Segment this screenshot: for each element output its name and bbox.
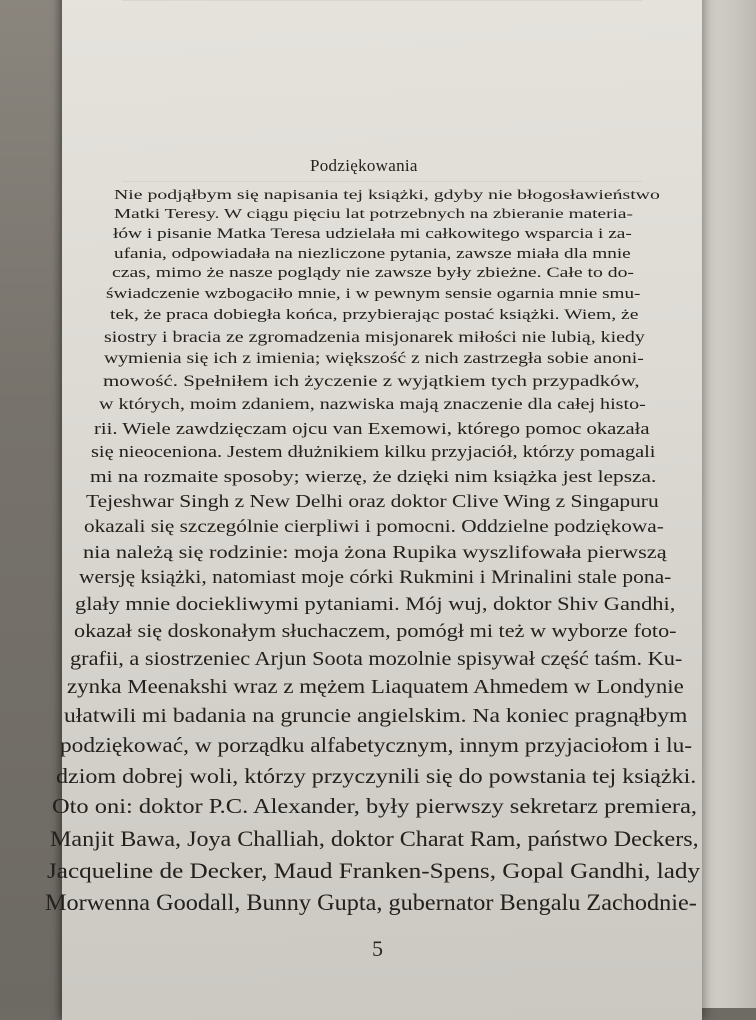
text-line: grafii, a siostrzeniec Arjun Soota mozolnie spisywał część taśm. Ku- <box>70 648 683 671</box>
page-number: 5 <box>372 936 383 961</box>
text-line: siostry i bracia ze zgromadzenia misjonarek miłości nie lubią, kiedy <box>104 328 645 346</box>
text-line: rii. Wiele zawdzięczam ojcu van Exemowi, którego pomoc okazała <box>94 418 650 438</box>
text-line: Morwenna Goodall, Bunny Gupta, gubernator Bengalu Zachodnie- <box>45 890 697 916</box>
text-line: okazał się doskonałym słuchaczem, pomógł mi też w wyborze foto- <box>74 620 677 642</box>
text-line: wymienia się ich z imienia; większość z nich zastrzegła sobie anoni- <box>104 350 644 368</box>
text-line: ułatwili mi badania na gruncie angielskim. Na koniec pragnąłbym <box>64 704 688 727</box>
text-line: tek, że praca dobiegła końca, przybierając postać książki. Wiem, że <box>110 307 639 323</box>
text-line: Tejeshwar Singh z New Delhi oraz doktor Clive Wing z Singapuru <box>86 491 659 512</box>
text-line: w których, moim zdaniem, nazwiska mają znaczenie dla całej histo- <box>99 396 646 413</box>
text-line: Oto oni: doktor P.C. Alexander, były pierwszy sekretarz premiera, <box>52 794 698 819</box>
text-line: czas, mimo że nasze poglądy nie zawsze były zbieżne. Całe to do- <box>112 265 634 282</box>
text-line: wersję książki, natomiast moje córki Rukmini i Mrinalini stale pona- <box>79 567 672 589</box>
text-line: podziękować, w porządku alfabetycznym, innym przyjaciołom i lu- <box>60 734 693 758</box>
text-line: Jacqueline de Decker, Maud Franken-Spens, Gopal Gandhi, lady <box>47 857 701 883</box>
text-line: łów i pisanie Matka Teresa udzielała mi całkowitego wsparcia i za- <box>113 225 632 242</box>
page-title: Podziękowania <box>310 156 418 175</box>
text-line: ufania, odpowiadała na niezliczone pytania, zawsze miała dla mnie <box>114 245 631 262</box>
text-line: dziom dobrej woli, którzy przyczynili się do powstania tej książki. <box>56 763 697 788</box>
text-line: okazali się szczególnie cierpliwi i pomocni. Oddzielne podziękowa- <box>84 516 664 536</box>
text-line: mi na rozmaite sposoby; wierzę, że dzięki nim książka jest lepsza. <box>90 466 657 486</box>
text-line: Nie podjąłbym się napisania tej książki, gdyby nie błogosławieństwo <box>114 188 660 203</box>
text-line: nia należą się rodzinie: moja żona Rupika wyszlifowała pierwszą <box>83 541 667 562</box>
text-line: Matki Teresy. W ciągu pięciu lat potrzebnych na zbieranie materia- <box>114 207 633 222</box>
text-line: świadczenie wzbogaciło mnie, i w pewnym sensie ogarnia mnie smu- <box>106 286 641 303</box>
text-line: glały mnie dociekliwymi pytaniami. Mój wuj, doktor Shiv Gandhi, <box>75 594 676 615</box>
text-line: zynka Meenakshi wraz z mężem Liaquatem Ahmedem w Londynie <box>67 676 684 698</box>
text-line: się nieoceniona. Jestem dłużnikiem kilku przyjaciół, którzy pomagali <box>91 442 656 462</box>
text-line: mowość. Spełniłem ich życzenie z wyjątkiem tych przypadków, <box>103 373 640 391</box>
text-line: Manjit Bawa, Joya Challiah, doktor Charat Ram, państwo Deckers, <box>50 826 699 851</box>
